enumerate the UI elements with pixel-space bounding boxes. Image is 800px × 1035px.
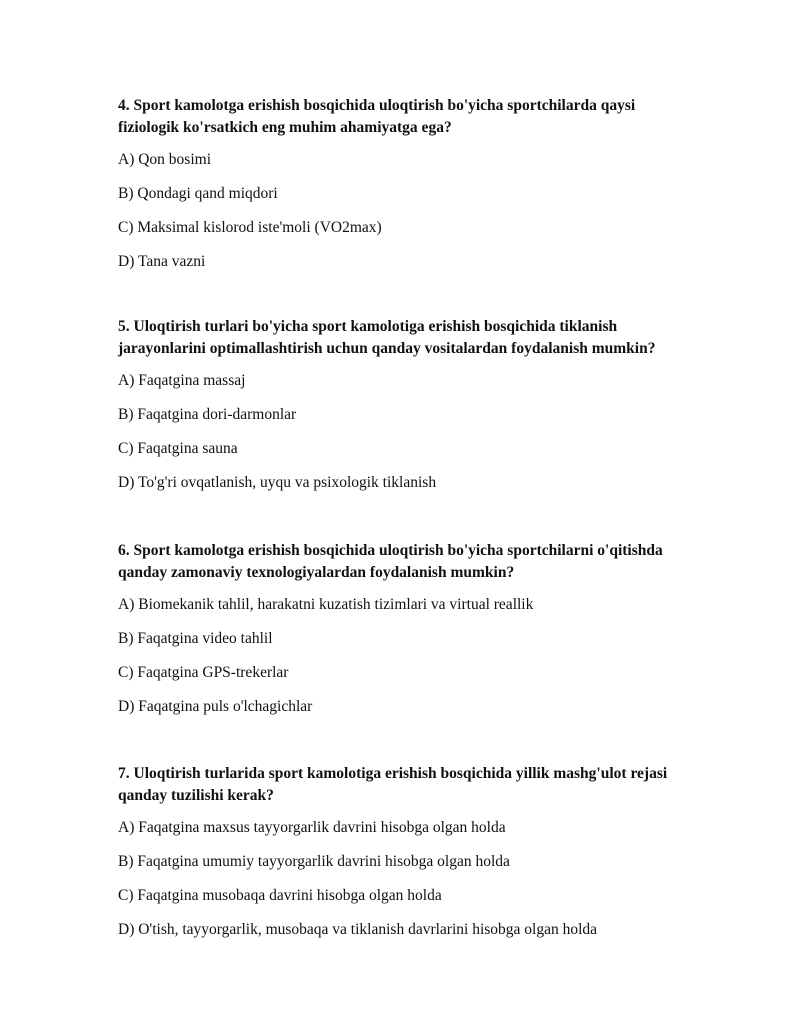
question-title: 6. Sport kamolotga erishish bosqichida uloqtirish bo'yicha sportchilarni o'qitishda qanday zamonaviy texnologiyalardan foydalanish mumkin? bbox=[118, 542, 663, 581]
question-4 bbox=[118, 95, 698, 285]
answer-option-b: B) Qondagi qand miqdori bbox=[118, 185, 278, 202]
answer-option-a: A) Biomekanik tahlil, harakatni kuzatish tizimlari va virtual reallik bbox=[118, 596, 534, 613]
answer-option-b: B) Faqatgina dori-darmonlar bbox=[118, 406, 297, 423]
answer-option-c: C) Faqatgina musobaqa davrini hisobga olgan holda bbox=[118, 887, 442, 904]
question-title: 5. Uloqtirish turlari bo'yicha sport kamolotiga erishish bosqichida tiklanish jarayonlarini optimallashtirish uchun qanday vositalardan foydalanish mumkin? bbox=[118, 318, 656, 357]
answer-option-a: A) Faqatgina massaj bbox=[118, 372, 246, 389]
answer-option-d: D) Tana vazni bbox=[118, 253, 206, 270]
question-6 bbox=[118, 540, 698, 730]
answer-option-d: D) To'g'ri ovqatlanish, uyqu va psixologik tiklanish bbox=[118, 474, 437, 491]
question-5 bbox=[118, 316, 698, 506]
answer-option-c: C) Maksimal kislorod iste'moli (VO2max) bbox=[118, 219, 382, 236]
question-7 bbox=[118, 763, 698, 953]
answer-option-b: B) Faqatgina video tahlil bbox=[118, 630, 273, 647]
question-title: 7. Uloqtirish turlarida sport kamolotiga erishish bosqichida yillik mashg'ulot rejasi qanday tuzilishi kerak? bbox=[118, 765, 668, 804]
answer-option-b: B) Faqatgina umumiy tayyorgarlik davrini hisobga olgan holda bbox=[118, 853, 510, 870]
answer-option-d: D) O'tish, tayyorgarlik, musobaqa va tiklanish davrlarini hisobga olgan holda bbox=[118, 921, 598, 938]
answer-option-c: C) Faqatgina GPS-trekerlar bbox=[118, 664, 289, 681]
answer-option-c: C) Faqatgina sauna bbox=[118, 440, 238, 457]
question-title: 4. Sport kamolotga erishish bosqichida uloqtirish bo'yicha sportchilarda qaysi fiziologik ko'rsatkich eng muhim ahamiyatga ega? bbox=[118, 97, 636, 136]
answer-option-d: D) Faqatgina puls o'lchagichlar bbox=[118, 698, 313, 715]
answer-option-a: A) Faqatgina maxsus tayyorgarlik davrini hisobga olgan holda bbox=[118, 819, 506, 836]
answer-option-a: A) Qon bosimi bbox=[118, 151, 211, 168]
